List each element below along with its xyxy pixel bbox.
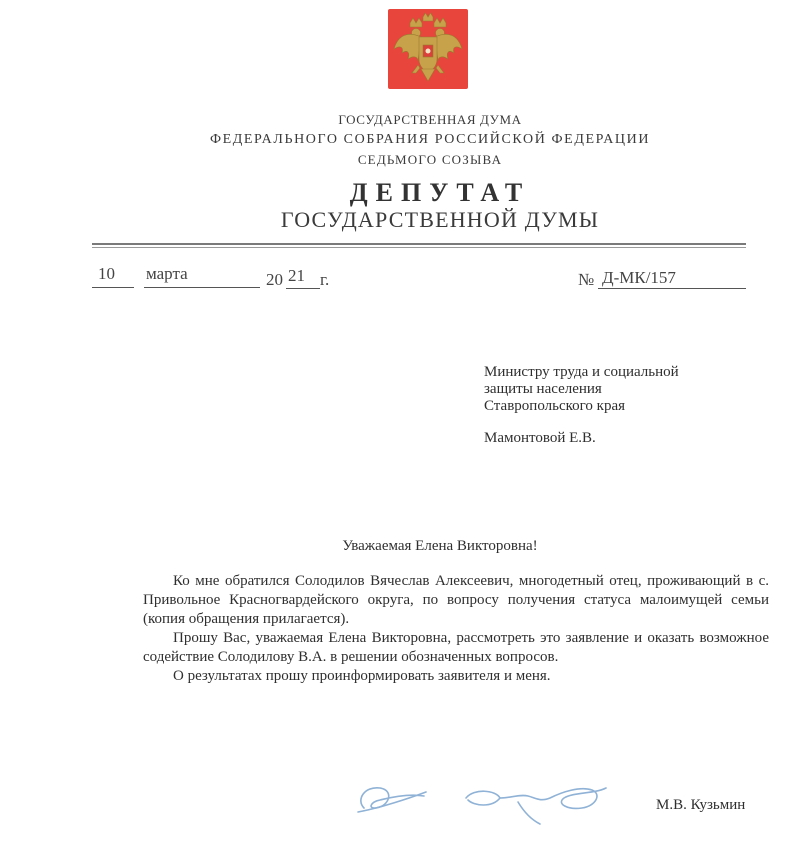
- letter-paragraph: Ко мне обратился Солодилов Вячеслав Алексеевич, многодетный отец, проживающий в с. Привольное Красногвардейского округа, по вопросу получения статуса малоимущей семьи (копия обращения прилагается).: [143, 573, 769, 627]
- letter-body: [143, 572, 769, 686]
- coat-of-arms-icon: [388, 9, 468, 89]
- letter-paragraph: О результатах прошу проинформировать заявителя и меня.: [173, 668, 551, 684]
- date-day: 10: [98, 264, 115, 283]
- signatory-name: М.В. Кузьмин: [656, 797, 746, 813]
- addressee-line-3: Ставропольского края: [484, 398, 625, 414]
- date-day-underline: [92, 287, 134, 288]
- header-line-1: ГОСУДАРСТВЕННАЯ ДУМА: [338, 112, 522, 127]
- header-line-2: ФЕДЕРАЛЬНОГО СОБРАНИЯ РОССИЙСКОЙ ФЕДЕРАЦИИ: [209, 132, 651, 147]
- letterhead-title: ДЕПУТАТ: [349, 178, 531, 207]
- date-year-prefix: 20: [266, 270, 283, 289]
- date-month: марта: [146, 264, 188, 283]
- header-line-3: СЕДЬМОГО СОЗЫВА: [357, 152, 503, 167]
- date-year-mark: г.: [320, 270, 330, 289]
- doc-number-prefix: №: [578, 270, 595, 289]
- addressee-line-2: защиты населения: [484, 381, 602, 397]
- doc-number-underline: [598, 288, 746, 289]
- date-year-suffix: 21: [288, 266, 305, 285]
- letterhead-divider: [92, 243, 746, 248]
- salutation: Уважаемая Елена Викторовна!: [342, 538, 538, 554]
- letter-paragraph: Прошу Вас, уважаемая Елена Викторовна, рассмотреть это заявление и оказать возможное содействие Солодилову В.А. в решении обозначенных вопросов.: [143, 630, 769, 665]
- doc-number: Д-МК/157: [602, 268, 676, 287]
- handwritten-signature-icon: [350, 768, 630, 833]
- letterhead-subtitle: ГОСУДАРСТВЕННОЙ ДУМЫ: [280, 207, 600, 232]
- addressee-line-1: Министру труда и социальной: [484, 364, 679, 380]
- addressee-name: Мамонтовой Е.В.: [484, 430, 596, 446]
- date-year-underline: [286, 288, 320, 289]
- date-month-underline: [144, 287, 260, 288]
